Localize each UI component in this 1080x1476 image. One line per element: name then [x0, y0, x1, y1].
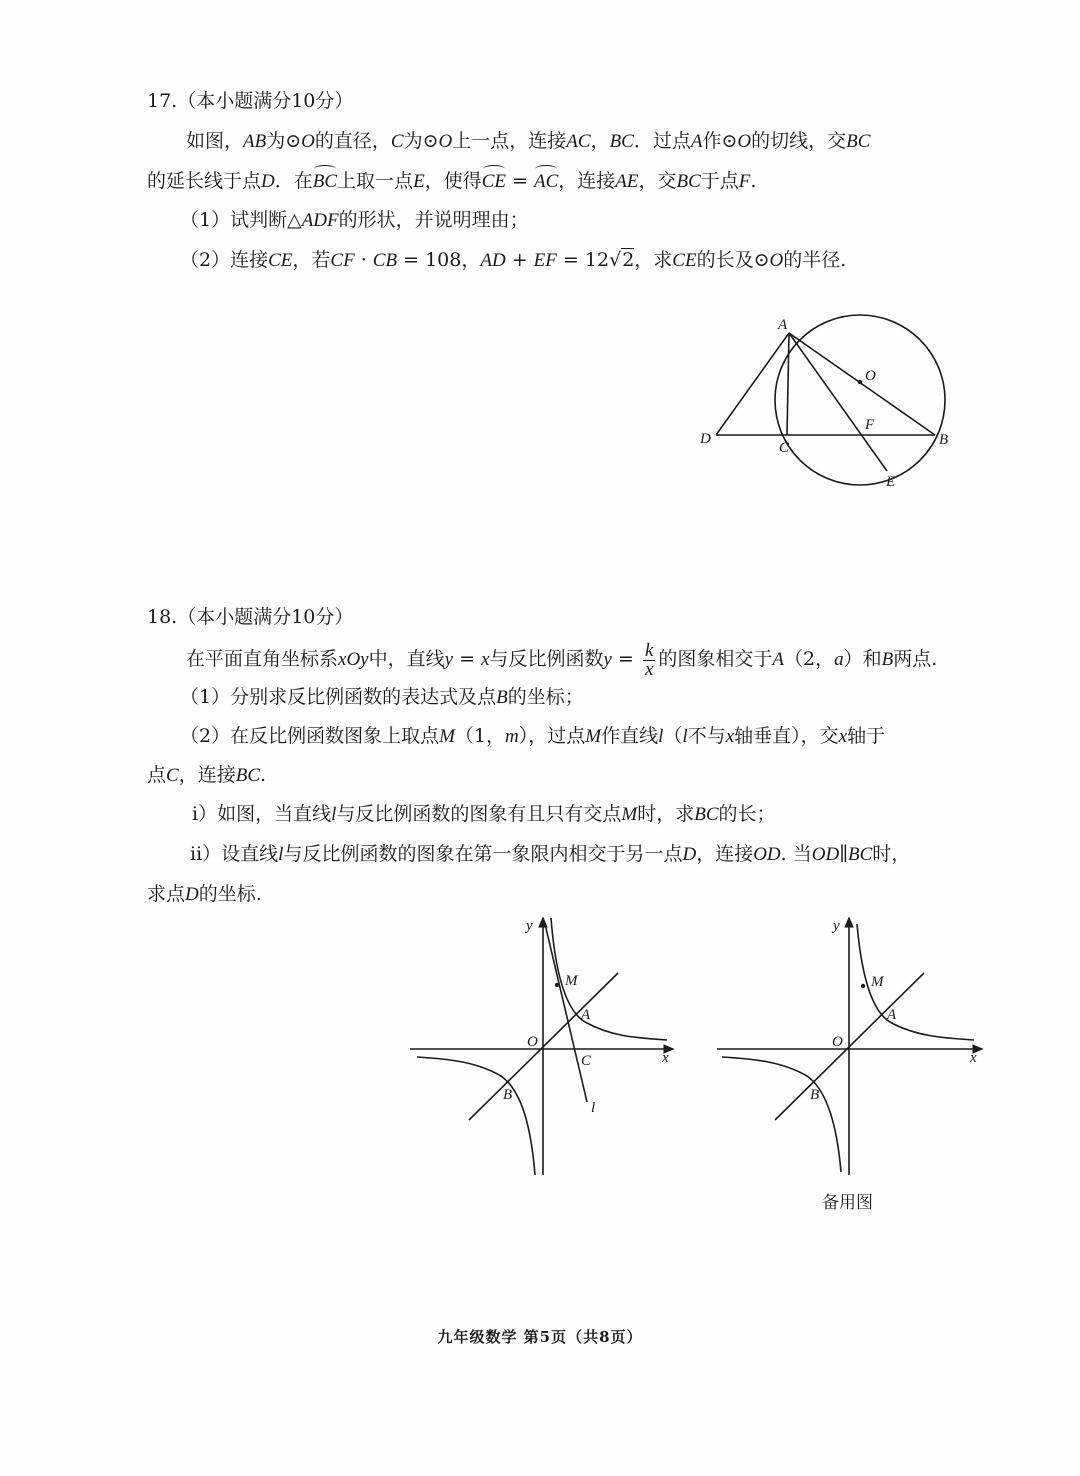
- point-m: [861, 984, 865, 988]
- label-o: O: [832, 1034, 843, 1050]
- label-c: C: [581, 1053, 592, 1069]
- label-x: x: [970, 1050, 977, 1066]
- q18-part-ii-cont: 求点D的坐标.: [147, 883, 262, 905]
- label-x: x: [662, 1050, 669, 1066]
- q18-graph-main: [405, 910, 685, 1180]
- label-b: B: [810, 1087, 820, 1103]
- point-o: [858, 380, 862, 384]
- label-f: F: [865, 417, 875, 433]
- label-b: B: [503, 1087, 513, 1103]
- segment-ae: [789, 333, 887, 471]
- label-y: y: [833, 918, 840, 934]
- segment-ac: [787, 333, 789, 435]
- segment-ab: [789, 333, 935, 435]
- label-b: B: [939, 432, 949, 448]
- q18-subquestion-2: （2）在反比例函数图象上取点M（1，m），过点M作直线l（l不与x轴垂直），交x轴于: [180, 725, 886, 747]
- q18-header: 18.（本小题满分10分）: [147, 606, 354, 628]
- label-o: O: [527, 1034, 538, 1050]
- q17-paragraph-line2: 的延长线于点D．在BC上取一点E，使得CE = AC，连接AE，交BC于点F.: [147, 168, 756, 195]
- label-a: A: [778, 317, 788, 333]
- label-e: E: [886, 474, 896, 490]
- q17-header: 17.（本小题满分10分）: [147, 90, 354, 112]
- page-footer: 九年级数学 第5页（共8页）: [437, 1328, 643, 1346]
- q17-paragraph-line1: 如图，AB为⊙O的直径，C为⊙O上一点，连接AC，BC．过点A作⊙O的切线，交BC: [186, 130, 871, 152]
- q18-subquestion-1: （1）分别求反比例函数的表达式及点B的坐标；: [180, 686, 584, 708]
- spare-graph-caption: 备用图: [822, 1193, 873, 1213]
- q18-part-ii: ⅱ）设直线l与反比例函数的图象在第一象限内相交于另一点D，连接OD. 当OD∥BC时，: [190, 843, 911, 865]
- label-y: y: [526, 918, 533, 934]
- label-c: C: [779, 440, 790, 456]
- q17-subquestion-2: （2）连接CE，若CF · CB = 108，AD + EF = 12√2，求CE的长及⊙O的半径.: [180, 249, 847, 271]
- hyperbola-q3: [417, 1057, 535, 1175]
- label-a: A: [581, 1007, 591, 1023]
- label-d: D: [700, 431, 711, 447]
- q17-geometry-figure: [690, 305, 990, 505]
- q18-part-i: ⅰ）如图，当直线l与反比例函数的图象有且只有交点M时，求BC的长；: [192, 803, 776, 825]
- label-m: M: [565, 973, 578, 989]
- point-m: [555, 983, 559, 987]
- label-m: M: [871, 974, 884, 990]
- label-l: l: [591, 1100, 596, 1116]
- q18-graph-spare: [712, 910, 992, 1180]
- q18-subquestion-2-cont: 点C，连接BC.: [147, 764, 267, 786]
- fraction-k-over-x: $\frac{k}{x}$: [644, 639, 654, 680]
- q18-paragraph-line1: 在平面直角坐标系xOy中，直线y = x与反比例函数y = $\frac{k}{x}$ 的图象相交于A（2，a）和B两点.: [186, 639, 938, 680]
- q17-subquestion-1: （1）试判断△ADF的形状，并说明理由；: [180, 209, 529, 231]
- label-a: A: [887, 1007, 897, 1023]
- label-o: O: [865, 368, 876, 384]
